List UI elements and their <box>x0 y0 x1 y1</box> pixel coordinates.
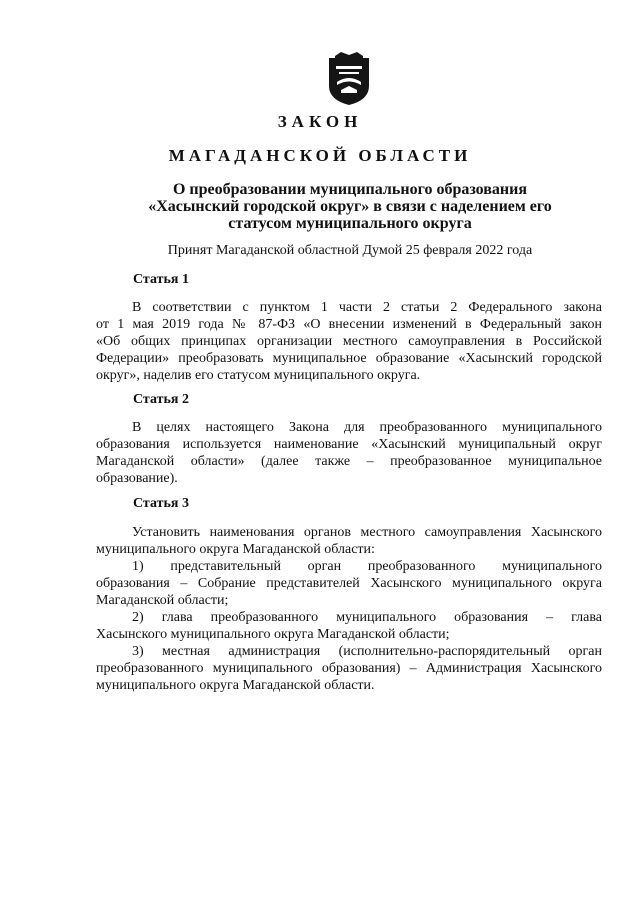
text-line: Установить наименования органов местного самоуправления Хасынского <box>132 525 602 540</box>
law-subject <box>100 181 600 232</box>
text-line: округ», наделив его статусом муниципального округа. <box>96 368 421 383</box>
law-title: ЗАКОН <box>277 112 363 131</box>
text-line: В целях настоящего Закона для преобразованного муниципального <box>132 420 602 435</box>
text-line: образования используется наименование «Хасынский муниципальный округ <box>96 437 602 452</box>
text-line: В соответствии с пунктом 1 части 2 статьи 2 Федерального закона <box>132 300 602 315</box>
adoption-note: Принят Магаданской областной Думой 25 февраля 2022 года <box>167 243 533 258</box>
article-3-heading: Статья 3 <box>133 496 189 511</box>
text-line: от 1 мая 2019 года № 87-ФЗ «О внесении изменений в Федеральный закон <box>96 317 602 332</box>
text-line: муниципального округа Магаданской области: <box>96 542 375 557</box>
text-line: Хасынского муниципального округа Магаданской области; <box>96 627 450 642</box>
coat-of-arms-icon <box>327 52 371 106</box>
law-subject-line: О преобразовании муниципального образования <box>172 181 528 198</box>
article-3-text <box>96 524 602 694</box>
text-line: преобразованного муниципального образования) – Администрация Хасынского <box>96 661 602 676</box>
text-line: 2) глава преобразованного муниципального образования – глава <box>132 610 602 625</box>
text-line: 1) представительный орган преобразованного муниципального <box>132 559 602 574</box>
coat-of-arms-graphic <box>327 52 371 106</box>
text-line: «Об общих принципах организации местного самоуправления в Российской <box>96 334 602 349</box>
text-line: Федерации» преобразовать муниципальное образование «Хасынский городской <box>96 351 602 366</box>
text-line: Магаданской области; <box>96 593 229 608</box>
text-line: 3) местная администрация (исполнительно-распорядительный орган <box>132 644 602 659</box>
text-line: муниципального округа Магаданской области. <box>96 678 375 693</box>
law-subject-line: статусом муниципального округа <box>228 215 472 232</box>
article-2-heading: Статья 2 <box>133 392 189 407</box>
text-line: образования – Собрание представителей Хасынского муниципального округа <box>96 576 602 591</box>
article-2-text <box>96 419 602 487</box>
article-1-heading: Статья 1 <box>133 272 189 287</box>
article-1-text <box>96 299 602 384</box>
law-subject-line: «Хасынский городской округ» в связи с наделением его <box>148 198 552 215</box>
text-line: Магаданской области» (далее также – преобразованное муниципальное <box>96 454 602 469</box>
text-line: образование). <box>96 471 178 486</box>
region-title: МАГАДАНСКОЙ ОБЛАСТИ <box>168 146 472 165</box>
